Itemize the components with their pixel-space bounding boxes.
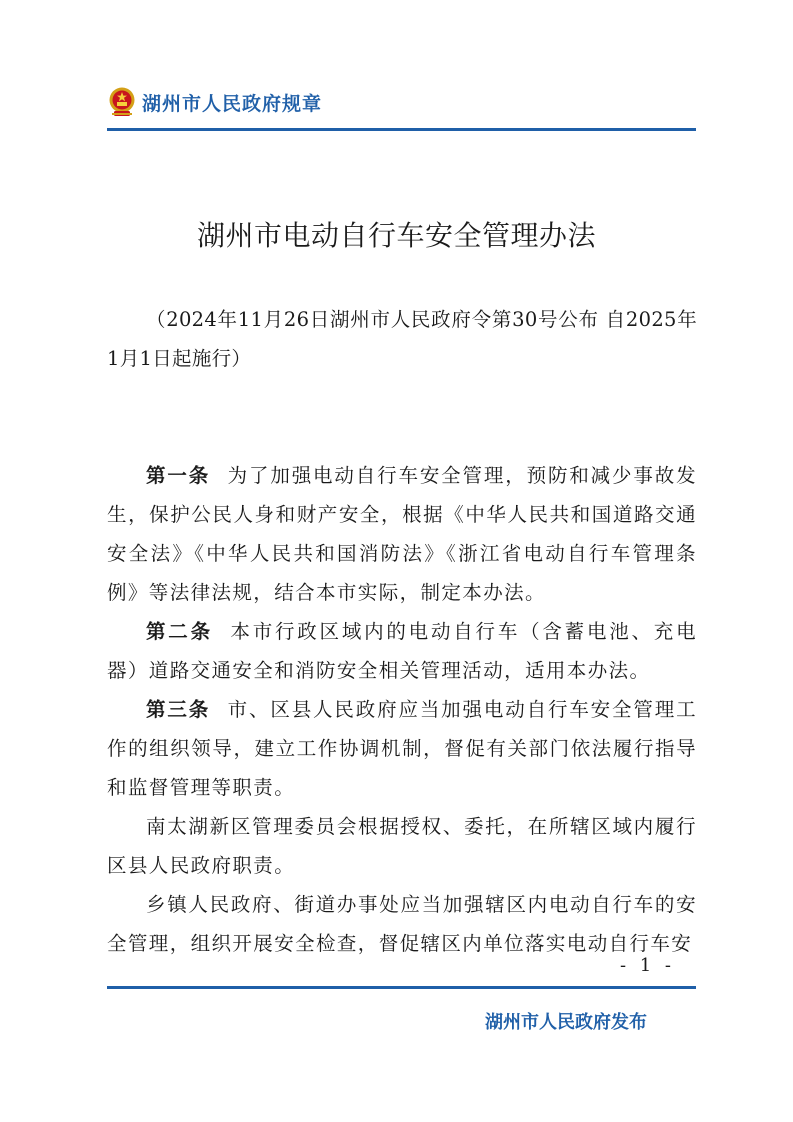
header-title: 湖州市人民政府规章 — [142, 92, 323, 115]
paragraph-article-1 — [107, 456, 697, 612]
article-number: 第一条 — [146, 464, 211, 487]
article-number: 第三条 — [146, 698, 211, 721]
paragraph-text: 乡镇人民政府、街道办事处应当加强辖区内电动自行车的安全管理，组织开展安全检查，督促辖区内单位落实电动自行车安 — [107, 893, 697, 955]
paragraph-article-3 — [107, 690, 697, 807]
document-title: 湖州市电动自行车安全管理办法 — [196, 219, 596, 252]
article-text: 市、区县人民政府应当加强电动自行车安全管理工作的组织领导，建立工作协调机制，督促有关部门依法履行指导和监督管理等职责。 — [107, 698, 697, 799]
header-divider — [107, 128, 696, 131]
paragraph-article-2 — [107, 612, 697, 690]
document-body — [107, 300, 697, 963]
footer-divider — [107, 986, 696, 989]
footer-publisher: 湖州市人民政府发布 — [485, 1012, 647, 1033]
article-text: 为了加强电动自行车安全管理，预防和减少事故发生，保护公民人身和财产安全，根据《中华人民共和国道路交通安全法》《中华人民共和国消防法》《浙江省电动自行车管理条例》等法律法规，结合本市实际，制定本办法。 — [107, 464, 697, 604]
document-header — [108, 84, 322, 120]
article-number: 第二条 — [146, 620, 213, 643]
publication-note: （2024年11月26日湖州市人民政府令第30号公布 自2025年1月1日起施行） — [107, 308, 697, 370]
paragraph-text: 南太湖新区管理委员会根据授权、委托，在所辖区域内履行区县人民政府职责。 — [107, 815, 697, 877]
paragraph-article-3-clause-2 — [107, 807, 697, 885]
paragraph-article-3-clause-3 — [107, 885, 697, 963]
page-number: - 1 - — [619, 955, 675, 976]
spacer — [107, 378, 697, 456]
article-text: 本市行政区域内的电动自行车（含蓄电池、充电器）道路交通安全和消防安全相关管理活动，适用本办法。 — [107, 620, 697, 682]
national-emblem-icon — [108, 86, 136, 118]
